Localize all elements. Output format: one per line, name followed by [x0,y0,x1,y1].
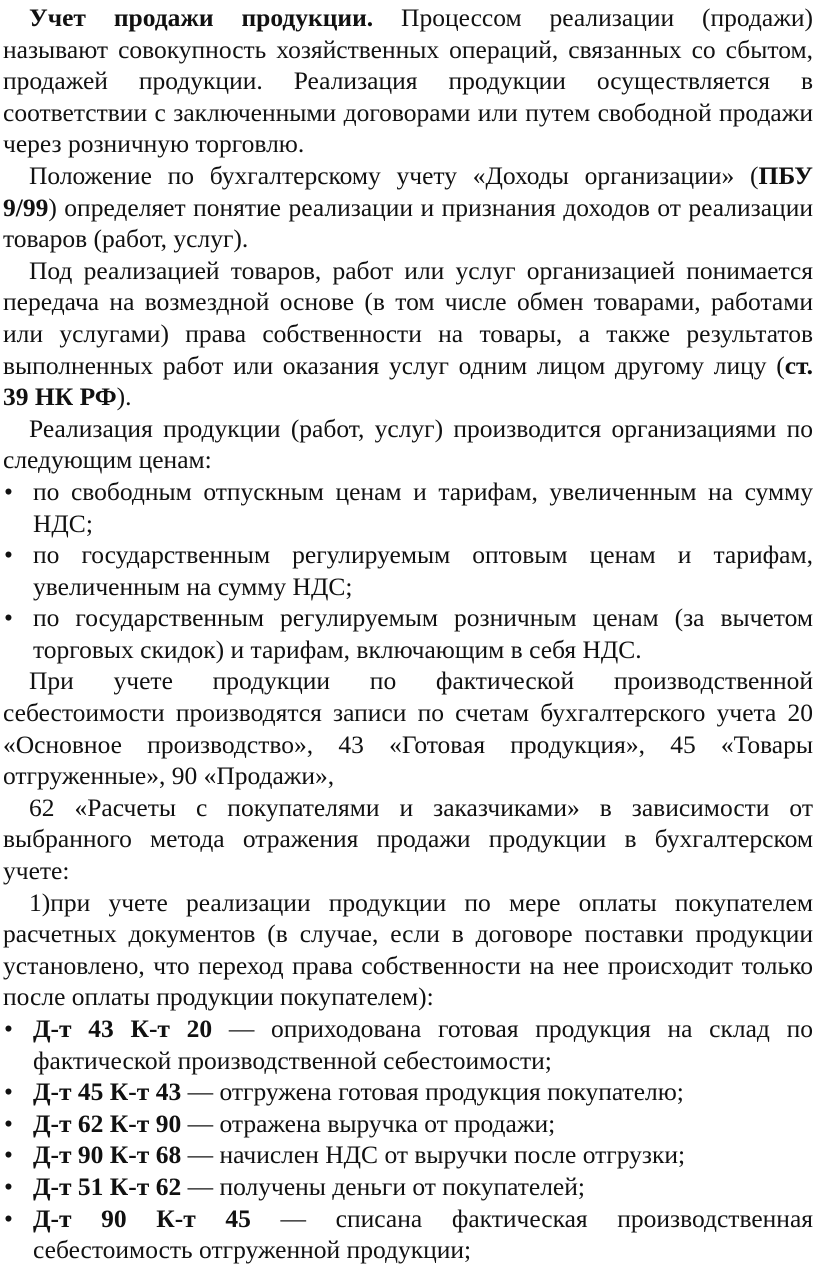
section-heading: Учет продажи продукции. [29,3,374,32]
list-item [3,539,813,602]
entries-list [3,1013,813,1266]
law-reference: ст. 39 НК РФ [3,350,813,412]
list-item-text: по свободным отпускным ценам и тарифам, увеличенным на сумму НДС; [33,476,813,538]
entry-accounts: Д-т 51 К-т 62 [33,1171,182,1201]
bullet-icon: • [4,1077,13,1107]
entry-accounts: Д-т 45 К-т 43 [33,1077,182,1107]
bullet-icon: • [4,1171,13,1201]
paragraph-accounts [3,665,813,791]
paragraph-text: ) определяет понятие реализации и признания доходов от реализации товаров (работ, услуг). [3,192,813,254]
paragraph-text: Положение по бухгалтерскому учету «Доходы организации» ( [29,160,759,190]
list-item [3,1171,813,1203]
paragraph-text: 62 «Расчеты с покупателями и заказчиками» в зависимости от выбранного метода отражения продажи продукции в бухгалтерском учете: [3,792,813,886]
list-item-text: по государственным регулируемым розничным ценам (за вычетом торговых скидок) и тарифам, включающим в себя НДС. [33,603,813,664]
entry-accounts: Д-т 90 К-т 68 [33,1140,182,1170]
paragraph-text: При учете продукции по фактической производственной себестоимости производятся записи по счетам бухгалтерского учета 20 «Основное производство», 43 «Готовая продукция», 45 «Товары отгруженные», 90 «Продажи», [3,666,813,791]
paragraph-sales-accounting [3,2,813,160]
entry-accounts: Д-т 43 К-т 20 [33,1014,213,1043]
paragraph-account-62 [3,792,813,887]
bullet-icon: • [4,1203,13,1233]
list-item [3,1076,813,1108]
list-item [3,1013,813,1076]
regulation-reference: ПБУ 9/99 [3,160,813,222]
list-item [3,602,813,665]
entry-text: — оприходована готовая продукция на склад по фактической производственной себестоимости; [33,1014,813,1075]
list-item [3,1203,813,1266]
list-item [3,1139,813,1171]
paragraph-pbu [3,160,813,255]
entry-text: — получены деньги от покупателей; [181,1171,585,1201]
bullet-icon: • [4,1108,13,1138]
entry-text: — списана фактическая производственная себестоимость отгруженной продукции; [33,1203,813,1265]
paragraph-method-1 [3,887,813,1013]
paragraph-text: Процессом реализации (продажи) называют совокупность хозяйственных операций, связанных со сбытом, продажей продукции. Реализация продукции осуществляется в соответствии с заключенными договорами или путем свободной продажи через розничную торговлю. [3,3,813,159]
paragraph-text: Реализация продукции (работ, услуг) производится организациями по следующим ценам: [3,413,813,475]
entry-text: — начислен НДС от выручки после отгрузки; [181,1140,686,1170]
list-item [3,1108,813,1140]
price-list [3,476,813,666]
entry-text: — отражена выручка от продажи; [181,1108,556,1138]
entry-accounts: Д-т 90 К-т 45 [33,1203,251,1233]
entry-text: — отгружена готовая продукция покупателю; [181,1077,684,1107]
entry-accounts: Д-т 62 К-т 90 [33,1108,182,1138]
bullet-icon: • [4,1140,13,1170]
bullet-icon: • [4,540,13,570]
bullet-icon: • [4,603,13,633]
bullet-icon: • [4,476,13,506]
paragraph-realization-definition [3,255,813,413]
list-item [3,476,813,539]
bullet-icon: • [4,1014,13,1043]
paragraph-prices-intro [3,413,813,476]
paragraph-text: Под реализацией товаров, работ или услуг организацией понимается передача на возмездной основе (в том числе обмен товарами, работами или услугами) права собственности на товары, а также результатов выполненных работ или оказания услуг одним лицом другому лицу ( [3,255,813,380]
paragraph-text: 1)при учете реализации продукции по мере оплаты покупателем расчетных документов (в случае, если в договоре поставки продукции установлено, что переход права собственности на нее происходит только после оплаты продукции покупателем): [3,887,813,1012]
paragraph-text: ). [116,382,132,412]
list-item-text: по государственным регулируемым оптовым ценам и тарифам, увеличенным на сумму НДС; [33,540,813,601]
